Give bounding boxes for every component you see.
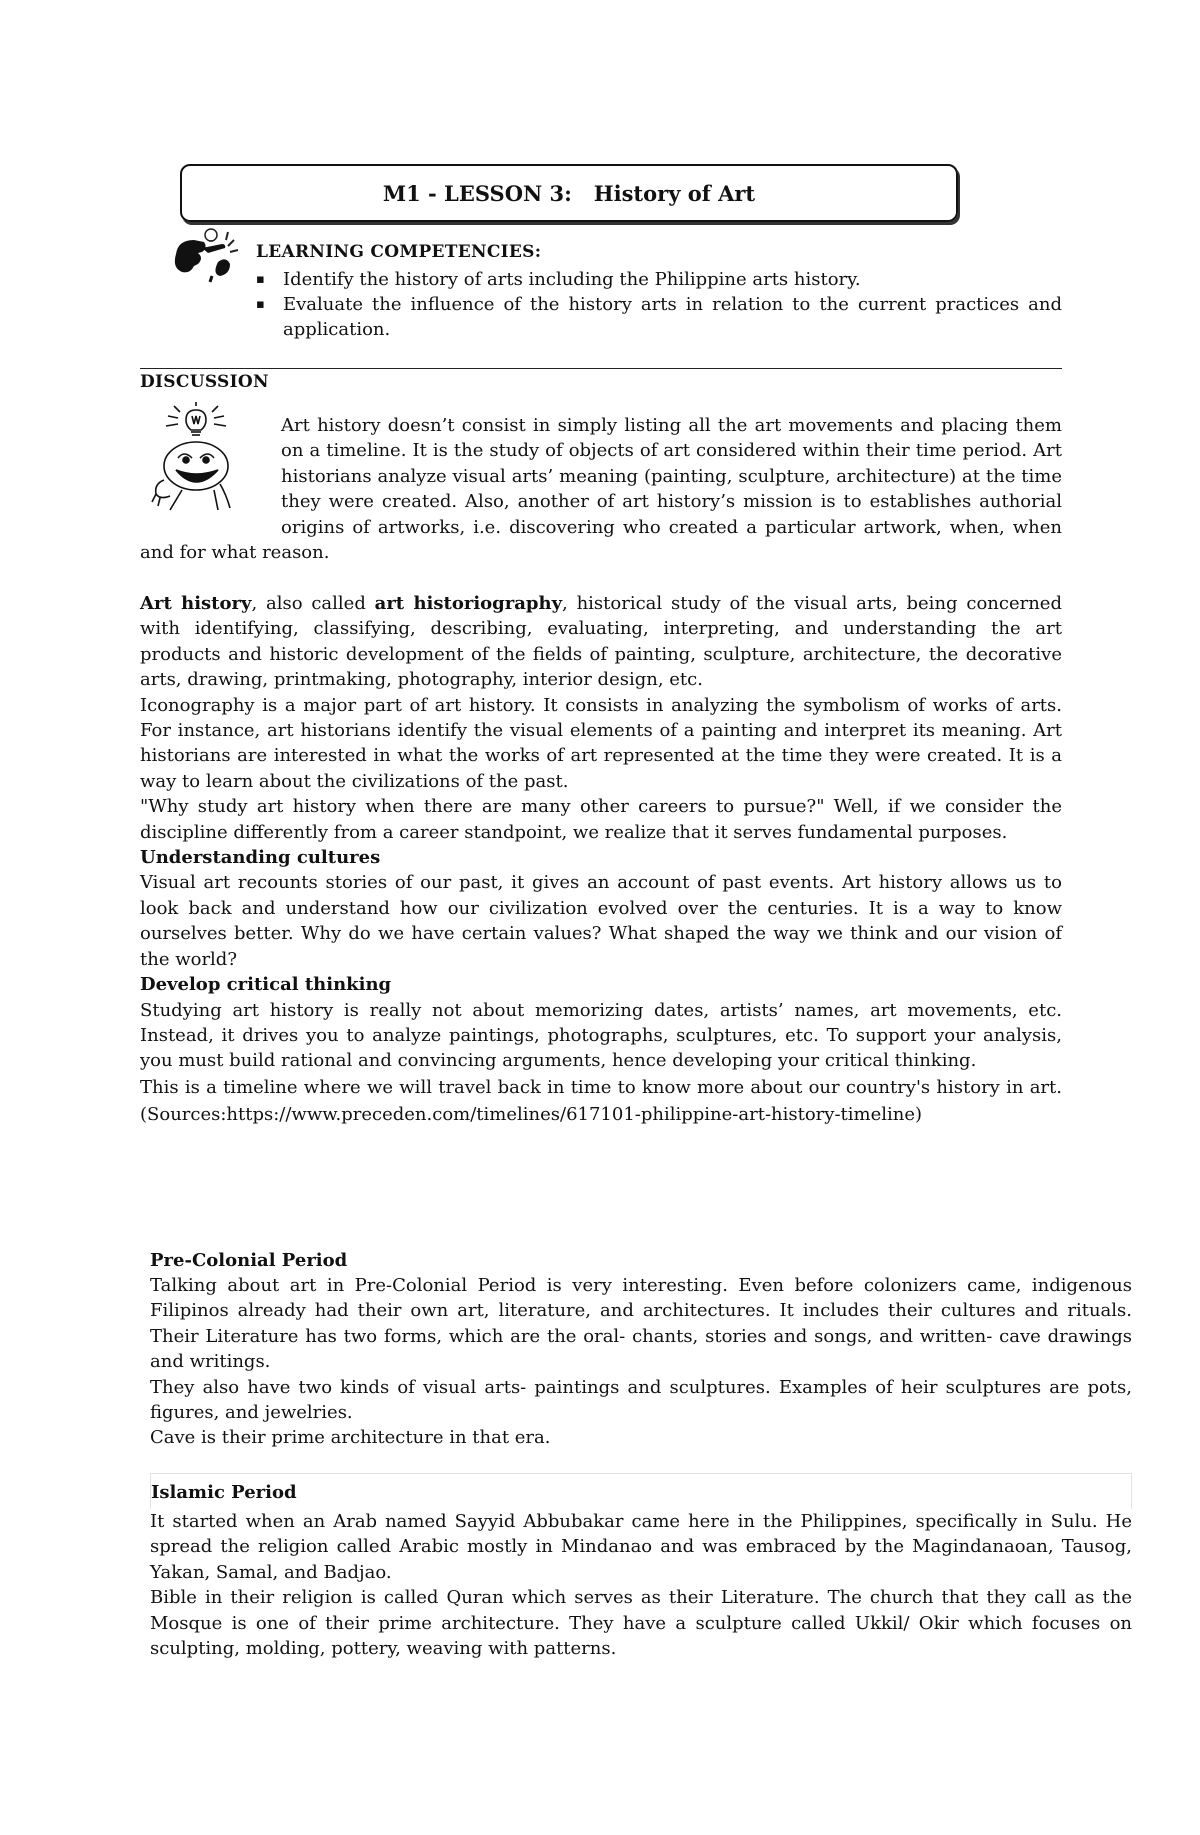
why-study-paragraph: "Why study art history when there are many other careers to pursue?" Well, if we consider the discipline differently from a career standpoint, we realize that it serves fundamental purposes. [140, 796, 1062, 843]
competency-item: ▪ Evaluate the influence of the history arts in relation to the current practices and application. [256, 292, 1062, 342]
islamic-paragraph: It started when an Arab named Sayyid Abbubakar came here in the Philippines, specifically in Sulu. He spread the religion called Arabic mostly in Mindanao and was embraced by the Magindanaoan, Tausog, Yakan, Samal, and Badjao. [150, 1511, 1132, 1583]
term-art-historiography: art historiography [374, 593, 563, 614]
cultures-paragraph: Visual art recounts stories of our past, it gives an account of past events. Art history allows us to look back and understand how our civilization evolved over the centuries. It is a way to know ourselves better. Why do we have certain values? What shaped the way we think and our vision of the world? [140, 872, 1062, 970]
definition-paragraph [140, 591, 1062, 693]
precolonial-heading: Pre-Colonial Period [150, 1250, 348, 1271]
iconography-paragraph: Iconography is a major part of art history. It consists in analyzing the symbolism of works of arts. For instance, art historians identify the visual elements of a painting and interpret its meaning. Art historians are interested in what the works of art represented at the time they were created. It is a way to learn about the civilizations of the past. [140, 694, 1062, 792]
critical-thinking-paragraph: Studying art history is really not about memorizing dates, artists’ names, art movements, etc. Instead, it drives you to analyze paintings, photographs, sculptures, etc. To support your analysis, you must build rational and convincing arguments, hence developing your critical thinking. [140, 999, 1062, 1072]
lesson-title: M1 - LESSON 3: History of Art [382, 180, 756, 206]
discussion-heading: DISCUSSION [140, 372, 269, 392]
learning-competencies [256, 240, 1062, 342]
pointing-hand-lightbulb-icon [168, 226, 240, 284]
competency-item: ▪ Identify the history of arts including the Philippine arts history. [256, 267, 1062, 292]
islamic-heading: Islamic Period [150, 1473, 1132, 1509]
definition-mid: , also called [251, 593, 375, 614]
precolonial-paragraph: Cave is their prime architecture in that era. [150, 1427, 551, 1449]
competencies-list [256, 267, 1062, 342]
competencies-heading: LEARNING COMPETENCIES: [256, 242, 542, 262]
precolonial-section [150, 1248, 1132, 1451]
section-divider [140, 368, 1062, 369]
precolonial-paragraph: Talking about art in Pre-Colonial Period is very interesting. Even before colonizers came, indigenous Filipinos already had their own art, literature, and architectures. It includes their cultures and rituals. Their Literature has two forms, which are the oral- chants, stories and songs, and written- cave drawings and writings. [150, 1275, 1132, 1373]
discussion-intro [140, 413, 1062, 565]
critical-thinking-heading: Develop critical thinking [140, 974, 392, 996]
precolonial-paragraph: They also have two kinds of visual arts- paintings and sculptures. Examples of heir sculptures are pots, figures, and jewelries. [150, 1376, 1132, 1424]
definition-rest: , historical study of the visual arts, being concerned with identifying, classifying, describing, evaluating, interpreting, and understanding the art products and historic development of the fields of painting, sculpture, architecture, the decorative arts, drawing, printmaking, photography, interior design, etc. [140, 593, 1062, 691]
discussion-body [140, 591, 1062, 1128]
intro-paragraph: Art history doesn’t consist in simply listing all the art movements and placing them on a timeline. It is the study of objects of art considered within their time period. Art historians analyze visual arts’ meaning (painting, sculpture, architecture) at the time they were created. Also, another of art history’s mission is to establishes authorial origins of artworks, i.e. discovering who created a particular artwork, when, when and for what reason. [140, 415, 1062, 564]
lesson-title-box [180, 164, 958, 222]
islamic-section [150, 1473, 1132, 1661]
cultures-heading: Understanding cultures [140, 847, 381, 869]
term-art-history: Art history [140, 593, 252, 614]
timeline-paragraph: This is a timeline where we will travel back in time to know more about our country's history in art. (Sources:https://www.preceden.com/timelines/617101-philippine-art-history-timeline) [140, 1076, 1062, 1125]
islamic-paragraph: Bible in their religion is called Quran which serves as their Literature. The church that they call as the Mosque is one of their prime architecture. They have a sculpture called Ukkil/ Okir which focuses on sculpting, molding, pottery, weaving with patterns. [150, 1587, 1132, 1660]
